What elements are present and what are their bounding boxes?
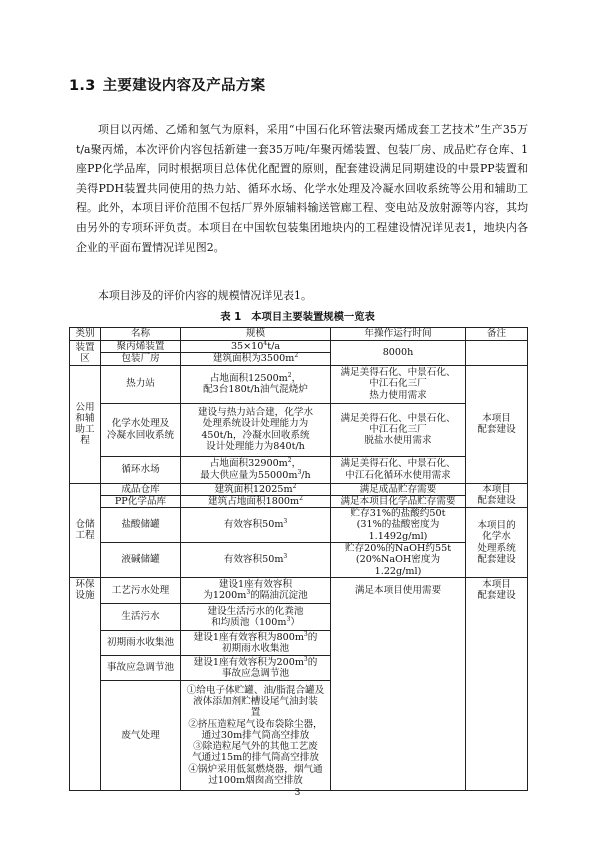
name-cell: 成品仓库 <box>101 483 181 495</box>
scale-cell: 占地面积$32900m^2$， 最大供应量为$55000m^3/h$ <box>181 456 331 483</box>
hours-cell: 满足美得石化、中景石化、 中江石化三厂 脱盐水使用需求 <box>331 403 466 456</box>
name-cell: 废气处理 <box>101 680 181 790</box>
header-hours: 年操作运行时间 <box>331 328 466 341</box>
table-row <box>70 365 528 403</box>
header-category: 类别 <box>70 328 101 341</box>
hours-cell: 满足本项目使用需要 <box>331 577 466 790</box>
category-cell-device: 装置区 <box>70 341 101 366</box>
table-row <box>70 341 528 353</box>
table-row <box>70 495 528 507</box>
table-caption <box>0 308 595 323</box>
header-scale: 规模 <box>181 328 331 341</box>
name-cell: 液碱储罐 <box>101 543 181 578</box>
header-remark: 备注 <box>466 328 528 341</box>
remark-cell-empty <box>466 341 528 366</box>
hours-cell: 满足美得石化、中景石化、 中江石化三厂 热力使用需求 <box>331 365 466 403</box>
name-cell: 化学水处理及 冷凝水回收系统 <box>101 403 181 456</box>
header-name: 名称 <box>101 328 181 341</box>
scale-cell: $35\times 10^4t/a$ <box>181 341 331 353</box>
scale-cell: 建设1座有效容积为$200m^3$的 事故应急调节池 <box>181 655 331 680</box>
hours-cell: 满足成品贮存需要 <box>331 483 466 495</box>
table-caption-title: 本项目主要装置规模一览表 <box>251 311 375 323</box>
page-number: 3 <box>294 788 301 798</box>
table-row <box>70 543 528 578</box>
section-title: 主要建设内容及产品方案 <box>102 78 266 94</box>
scale-cell: 建设与热力站合建，化学水 处理系统设计处理能力为 450t/h，冷凝水回收系统 设计处理能力为840t/h <box>181 403 331 456</box>
section-number: 1.3 <box>69 78 96 94</box>
table-header-row <box>70 328 528 341</box>
name-cell: PP化学品库 <box>101 495 181 507</box>
scale-cell: 建设1座有效容积 为$1200m^3$的隔油沉淀池 <box>181 577 331 603</box>
name-cell: 事故应急调节池 <box>101 655 181 680</box>
category-cell-utility: 公用和辅助工程 <box>70 365 101 483</box>
scale-cell: ①给电子体贮罐、油/脂混合罐及 液体添加剂贮槽设尾气油封装 置 ②挤压造粒尾气设布袋除尘器， 通过30m排气筒高空排放 ③除造粒尾气外的其他工艺废 气通过15m的排气筒高空排放 ④锅炉采用低氮燃烧器，烟气通 过100m烟囱高空排放 <box>181 680 331 790</box>
hours-cell: 满足本项目化学品贮存需要 <box>331 495 466 507</box>
hours-cell: 8000h <box>331 341 466 366</box>
name-cell: 包装厂房 <box>101 353 181 365</box>
scale-cell: 建筑面积为$3500m^2$ <box>181 353 331 365</box>
scale-cell: 有效容积$50m^3$ <box>181 508 331 543</box>
name-cell: 循环水场 <box>101 456 181 483</box>
scale-cell: 建筑面积$12025m^2$ <box>181 483 331 495</box>
name-cell: 工艺污水处理 <box>101 577 181 603</box>
remark-cell: 本项目 配套建设 <box>466 577 528 790</box>
remark-cell: 本项目 配套建设 <box>466 483 528 508</box>
category-cell-storage: 仓储工程 <box>70 483 101 577</box>
category-cell-env: 环保设施 <box>70 577 101 790</box>
scale-cell: 占地面积$12500m^2$， 配3台180t/h油气混烧炉 <box>181 365 331 403</box>
name-cell: 热力站 <box>101 365 181 403</box>
table-row <box>70 403 528 456</box>
paragraph-intro: 项目以丙烯、乙烯和氢气为原料，采用“中国石化环管法聚丙烯成套工艺技术”生产35万t/a聚丙烯，本次评价内容包括新建一套35万吨/年聚丙烯装置、包装厂房、成品贮存仓库、1座PP化学品库，同时根据项目总体优化配置的原则，配套建设满足同期建设的中景PP装置和美得PDH装置共同使用的热力站、循环水场、化学水处理及冷凝水回收系统等公用和辅助工程。此外，本项目评价范围不包括厂界外原辅料输送管廊工程、变电站及放射源等内容，其均由另外的专项环评负责。本项目在中国软包装集团地块内的工程建设情况详见表1，地块内各企业的平面布置情况详见图2。 <box>76 123 528 254</box>
paragraph-table-ref: 本项目涉及的评价内容的规模情况详见表1。 <box>98 289 312 302</box>
scale-table <box>69 327 528 791</box>
section-heading <box>69 74 265 95</box>
name-cell: 盐酸储罐 <box>101 508 181 543</box>
scale-cell: 建筑占地面积$1800m^2$ <box>181 495 331 507</box>
name-cell: 初期雨水收集池 <box>101 630 181 655</box>
table-row <box>70 483 528 495</box>
scale-cell: 建设生活污水的化粪池 和均质池$(100m^3)$ <box>181 603 331 630</box>
table-row <box>70 508 528 543</box>
table-row <box>70 456 528 483</box>
name-cell: 聚丙烯装置 <box>101 341 181 353</box>
hours-cell: 贮存20%的NaOH约55t (20%NaOH密度为1.22g/ml) <box>331 543 466 578</box>
table-caption-label: 表 1 <box>220 311 242 323</box>
hours-cell: 满足美得石化、中景石化、 中江石化循环水使用需求 <box>331 456 466 483</box>
table-row <box>70 577 528 603</box>
remark-cell: 本项目 配套建设 <box>466 365 528 483</box>
remark-cell: 本项目的 化学水 处理系统 配套建设 <box>466 508 528 578</box>
name-cell: 生活污水 <box>101 603 181 630</box>
hours-cell: 贮存31%的盐酸约50t (31%的盐酸密度为1.1492g/ml) <box>331 508 466 543</box>
scale-cell: 有效容积$50m^3$ <box>181 543 331 578</box>
scale-cell: 建设1座有效容积为$800m^3$的 初期雨水收集池 <box>181 630 331 655</box>
